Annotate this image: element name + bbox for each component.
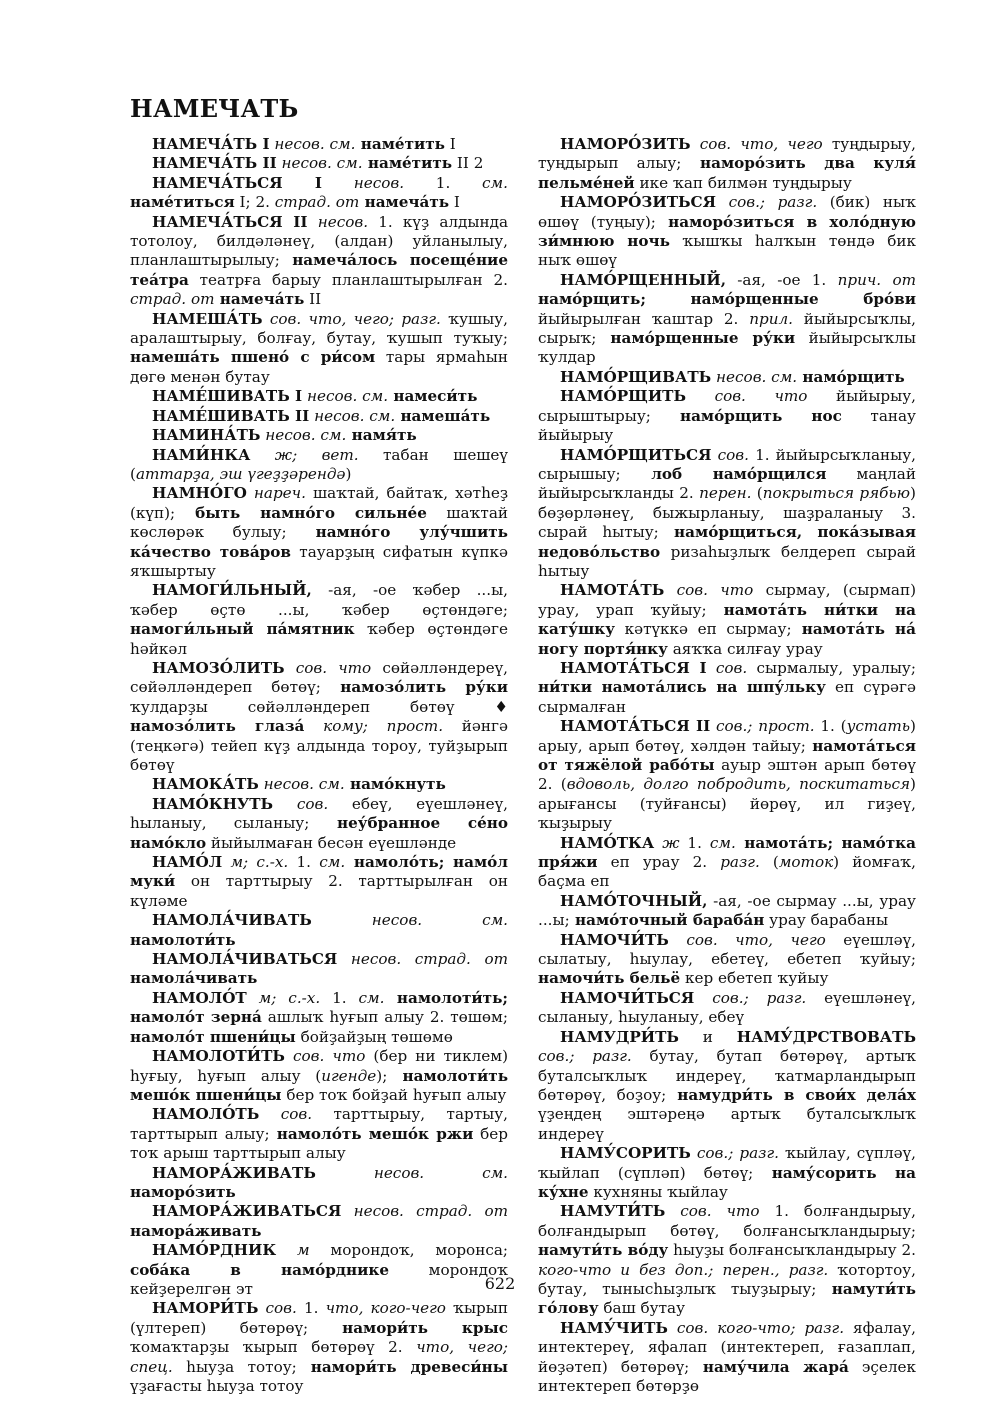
dictionary-entry — [130, 426, 508, 445]
grammar-label: см. — [310, 853, 346, 872]
example: намеча́лось посеще́ние теа́тра — [130, 251, 508, 289]
dictionary-entry — [538, 446, 916, 582]
definition-text: ризаһыҙлыҡ белдереп сырай һытыу — [538, 542, 916, 580]
definition-text: йыйырсыҡлы, сырыҡ; — [538, 309, 916, 348]
grammar-label: несов. см. — [276, 154, 363, 173]
definition-text: үҙеңдең эштәреңә артыҡ буталсыҡлыҡ индереү — [538, 1105, 916, 1143]
dictionary-entry — [130, 950, 508, 989]
grammar-label: несов. см. — [711, 367, 798, 386]
example: намеча́ть — [359, 193, 450, 212]
headword: НАМОТА́ТЬ — [560, 581, 665, 600]
example: намозо́лить глаза́ — [130, 717, 305, 736]
definition-text: кәтүккә еп сырмау; — [614, 620, 792, 639]
grammar-label: сов. что, чего; разг. — [262, 309, 441, 328]
example: намота́ть ни́тки на кату́шку — [538, 600, 916, 639]
example: намори́ть крыс — [308, 1318, 508, 1337]
grammar-label: перен. — [693, 484, 752, 503]
definition-text: ) — [345, 464, 352, 483]
grammar-label: несов. см. — [269, 135, 356, 153]
grammar-label: страд. от — [130, 290, 215, 309]
definition-text: йыйырыу, сырыштырыу; — [538, 387, 917, 425]
grammar-label: игенде — [321, 1066, 377, 1085]
example: намота́ться от тяжёлой рабо́ты — [538, 736, 916, 774]
headword: НАМУ́ДРСТВОВАТЬ — [736, 1027, 916, 1046]
definition-text: ) арыу, арып бөтөү, хәлдән тайыу; — [538, 717, 916, 755]
example: наму́сорить на ку́хне — [538, 1163, 916, 1201]
definition-text: ) йомғаҡ, баҫма еп — [538, 853, 916, 891]
example: наморо́зиться в холо́дную зи́мнюю ночь — [538, 212, 916, 251]
headword: НАМЕ́ШИВАТЬ II — [152, 406, 310, 425]
definition-text: тарттырыу, тартыу, тарттырып алыу; — [130, 1105, 508, 1143]
definition-text: кер ебетеп ҡуйыу — [680, 969, 829, 988]
definition-text: тары ярмаһын дөгө менән бутау — [130, 348, 508, 386]
definition-text: 1. күҙ алдында тотолоу, билдәләнеү, (алдан) уйланылыу, планлаштырылыу; — [130, 212, 509, 270]
example: намеша́ть — [395, 406, 491, 425]
dictionary-entry — [538, 1028, 916, 1144]
definition-text: маңлай йыйырсыҡланды 2. — [538, 464, 916, 503]
definition-text: -ая, -ое сырмау ...ы, урау ...ы; — [538, 891, 916, 930]
headword: НАМИНА́ТЬ — [152, 426, 261, 445]
example: наме́титься — [130, 193, 235, 212]
definition-text: ауыр эштән арып бөтөү 2. ( — [538, 756, 917, 794]
definition-text: бер тоҡ бойҙай һуғып алыу — [281, 1085, 507, 1104]
definition-text: йыйырылған ҡаштар 2. — [538, 309, 739, 328]
grammar-label: сов.; прост. — [710, 717, 815, 736]
example: намоги́льный па́мятник — [130, 620, 355, 639]
dictionary-entry — [130, 1299, 508, 1396]
definition-text: 1. — [288, 853, 311, 872]
dictionary-entry — [538, 1144, 916, 1202]
definition-text: кухняны ҡыйлау — [588, 1182, 728, 1201]
dictionary-entry — [538, 271, 916, 368]
grammar-label: сов. кого-что; разг. — [667, 1318, 845, 1337]
headword: НАМОТА́ТЬСЯ I — [560, 658, 707, 677]
example: намоло́ть; намо́л муки́ — [130, 853, 508, 891]
grammar-label: несов. см. — [302, 387, 389, 406]
definition-text: ҡулдарҙы сөйәлләндереп бөтөү ♦ — [130, 697, 508, 716]
definition-text: еп урау 2. — [597, 853, 708, 872]
definition-text: бутау, бутап бөтөрөү, артыҡ буталсыҡлыҡ индереү, ҡатмарландырып бөтөрөү, боҙоу; — [538, 1047, 917, 1104]
definition-text: тауарҙың сифатын күпкә яҡшыртыу — [130, 542, 508, 580]
definition-text: баш бутау — [598, 1299, 686, 1318]
grammar-label: несов. см. — [315, 1163, 508, 1182]
headword: НАМОГИ́ЛЬНЫЙ, — [152, 581, 312, 600]
grammar-label: прил. — [738, 309, 793, 328]
dictionary-entry — [130, 1047, 508, 1105]
grammar-label: сов. что — [284, 658, 372, 677]
definition-text: ҡушыу, аралаштырыу, болғау, бутау, ҡушып туҡыу; — [130, 309, 508, 348]
grammar-label: страд. от — [269, 193, 360, 212]
grammar-label: сов. что — [686, 387, 808, 406]
definition-text: шаҡтай, байтаҡ, хәтһеҙ (күп); — [130, 484, 508, 522]
example: намора́живать — [130, 1221, 262, 1240]
headword: НАМОЗО́ЛИТЬ — [152, 658, 285, 677]
grammar-label: устать — [846, 717, 911, 736]
headword: НАМОРИ́ТЬ — [152, 1299, 259, 1318]
example: намозо́лить ру́ки — [320, 678, 508, 697]
headword: НАМО́КНУТЬ — [152, 794, 274, 813]
dictionary-entry — [130, 484, 508, 581]
dictionary-entry — [130, 581, 508, 659]
dictionary-entry — [538, 193, 916, 271]
headword: НАМОРО́ЗИТЬ — [560, 135, 691, 153]
definition-text: -ая, -ое 1. — [725, 270, 827, 289]
grammar-label: несов. — [307, 212, 369, 231]
definition-text: (бик) ныҡ өшөү (туңыу); — [538, 193, 916, 231]
grammar-label: сов. — [711, 445, 749, 464]
dictionary-entry — [538, 659, 916, 717]
example: намола́чивать — [130, 969, 258, 988]
headword: НАМОЛА́ЧИВАТЬ — [152, 911, 312, 930]
headword: НАМОЛО́ТЬ — [152, 1105, 260, 1124]
example: намочи́ть бельё — [538, 969, 681, 988]
example: намолоти́ть — [130, 930, 236, 949]
headword: НАМО́РДНИК — [152, 1241, 277, 1260]
headword: НАМЕЧА́ТЬСЯ I — [152, 173, 322, 192]
example: намо́рщить — [797, 367, 905, 386]
grammar-label: прич. от — [826, 270, 916, 289]
dictionary-entry — [130, 310, 508, 388]
right-column — [538, 135, 916, 1396]
definition-text: табан шешеү ( — [130, 445, 508, 483]
dictionary-entry — [538, 1319, 916, 1397]
definition-text: -ая, -ое ҡәбер ...ы, ҡәбер өҫтө ...ы, ҡәбер өҫтөндәге; — [130, 581, 508, 619]
grammar-label: м; с.-х. — [246, 988, 321, 1007]
definition-text: морондоҡ кейҙерелгән эт — [130, 1260, 508, 1298]
grammar-label: несов. см. — [258, 775, 345, 794]
definition-text: 1. ( — [814, 717, 847, 736]
headword: НАМУТИ́ТЬ — [560, 1202, 666, 1221]
example: быть намно́го сильне́е — [175, 503, 427, 522]
page-number: 622 — [484, 1274, 516, 1293]
example: намоло́ть мешо́к ржи — [269, 1124, 474, 1143]
headword: НАМО́ТОЧНЫЙ, — [560, 891, 708, 910]
definition-text: и — [678, 1027, 737, 1046]
definition-text: (бер ни тиклем) һуғыу, һуғып алыу ( — [130, 1047, 508, 1085]
headword: НАМУДРИ́ТЬ — [560, 1027, 679, 1046]
headword: НАМОТА́ТЬСЯ II — [560, 717, 711, 736]
grammar-label: кого-что и без доп.; перен., разг. — [538, 1260, 829, 1279]
example: намеча́ть — [214, 290, 305, 309]
example: намо́точный бараба́н — [569, 911, 765, 930]
headword: НАМЕ́ШИВАТЬ I — [152, 387, 303, 406]
example: намути́ть во́ду — [538, 1241, 669, 1260]
definition-text: 1. болғандырыу, болғандырып бөтөү, болғансыҡландырыу; — [538, 1202, 916, 1240]
headword: НАМИ́НКА — [152, 445, 251, 464]
grammar-label: что, чего; спец. — [130, 1338, 509, 1376]
dictionary-entry — [130, 659, 508, 775]
definition-text: йыйылмаған бесән еүешләнде — [206, 833, 457, 852]
example: соба́ка в намо́рднике — [130, 1260, 389, 1279]
headword: НАМОРА́ЖИВАТЬСЯ — [152, 1202, 342, 1221]
grammar-label: вдоволь, долго побродить, поскитаться — [566, 775, 911, 794]
grammar-label: сов.; разг. — [538, 1047, 632, 1066]
grammar-label: несов. см. — [311, 911, 508, 930]
headword: НАМО́РЩИВАТЬ — [560, 367, 712, 386]
definition-text: һыуҙы болғансыҡландырыу 2. — [668, 1241, 916, 1260]
definition-text: ҡомаҡтарҙы ҡырып бөтөрөү 2. — [130, 1338, 403, 1357]
grammar-label: что, кого-чего — [318, 1299, 446, 1318]
example: намо́рщенные ру́ки — [596, 329, 796, 348]
definition-text: II 2 — [452, 154, 484, 173]
grammar-label: сов. — [273, 794, 329, 813]
definition-text: танау йыйырыу — [538, 406, 916, 445]
grammar-label: сов.; разг. — [694, 988, 807, 1007]
definition-text: театрға барыу планлаштырылған 2. — [188, 270, 508, 289]
grammar-label: сов. что, чего — [690, 135, 823, 153]
definition-text: бер тоҡ арыш тарттырып алыу — [130, 1124, 508, 1163]
grammar-label: сов. что — [664, 581, 754, 600]
grammar-label: сов.; разг. — [690, 1144, 779, 1163]
headword: НАМНО́ГО — [152, 484, 247, 503]
example: намолоти́ть мешо́к пшени́цы — [130, 1066, 508, 1104]
definition-text: эҫелек интектереп бөтөрҙө — [538, 1357, 916, 1395]
dictionary-entry — [538, 717, 916, 833]
example: наму́чила жара́ — [689, 1357, 849, 1376]
definition-text: яфалау, интектереү, яфалап (интектереп, ғазаплап, йөҙәтеп) бөтөрөү; — [538, 1318, 916, 1376]
dictionary-entry — [130, 174, 508, 213]
headword: НАМО́РЩЕННЫЙ, — [560, 270, 726, 289]
grammar-label: сов. — [706, 658, 748, 677]
dictionary-entry — [130, 446, 508, 485]
example: намеша́ть пшено́ с ри́сом — [130, 348, 376, 367]
grammar-label: см. — [346, 988, 385, 1007]
headword: НАМОРО́ЗИТЬСЯ — [560, 193, 717, 212]
example: намо́кнуть — [344, 775, 446, 794]
definition-text: ҡәбер өҫтөндәге һәйкәл — [130, 620, 508, 658]
definition-text: I — [444, 135, 456, 153]
grammar-label: сов. — [259, 1105, 313, 1124]
grammar-label: сов. — [258, 1299, 297, 1318]
example: намори́ть древеси́ны — [296, 1357, 509, 1376]
running-head: НАМЕЧАТЬ — [130, 94, 299, 123]
grammar-label: несов. — [321, 173, 405, 192]
example: намути́ть го́лову — [538, 1279, 916, 1318]
headword: НАМО́Л — [152, 853, 223, 872]
dictionary-entry — [538, 1202, 916, 1318]
definition-text: I; 2. — [234, 193, 270, 212]
example: намоло́т пшени́цы — [130, 1027, 296, 1046]
dictionary-entry — [538, 581, 916, 659]
example: наме́тить — [362, 154, 453, 173]
example: наме́тить — [355, 135, 445, 153]
grammar-label: нареч. — [246, 484, 306, 503]
dictionary-entry — [130, 1105, 508, 1163]
example: наморо́зить — [130, 1182, 236, 1201]
definition-text: ебеү, еүешләнеү, һыланыу, сыланыу; — [130, 794, 508, 833]
grammar-label: разг. — [707, 853, 760, 872]
headword: НАМОЛО́Т — [152, 988, 247, 1007]
definition-text: он тарттырыу 2. тарттырылған он күләме — [130, 872, 508, 910]
grammar-label: несов. см. — [260, 426, 347, 445]
headword: НАМО́РЩИТЬСЯ — [560, 445, 712, 464]
grammar-label: моток — [778, 853, 834, 872]
definition-text: сөйәлләндереү, сөйәлләндереп бөтөү; — [130, 658, 509, 697]
grammar-label: см. — [701, 833, 736, 852]
definition-text: һыуҙа тотоу; — [172, 1357, 297, 1376]
dictionary-entry — [130, 213, 508, 310]
dictionary-entry — [538, 834, 916, 892]
definition-text: йәнгә (теңкәгә) тейеп күҙ алдында тороу, туйҙырып бөтөү — [130, 717, 508, 774]
definition-text: I — [449, 193, 460, 212]
grammar-label: несов. страд. от — [341, 1202, 508, 1221]
grammar-label: ж; вет. — [250, 445, 359, 464]
definition-text: еп сүрәгә сырмалған — [538, 678, 916, 716]
grammar-label: ж — [654, 833, 680, 852]
definition-text: сырмалыу, уралыу; — [747, 658, 916, 677]
definition-text: ) арығансы (туйғансы) йөрөү, ил гиҙеү, ҡыҙырыу — [538, 775, 916, 833]
definition-text: сырмау, (сырмап) урау, урап ҡуйыу; — [538, 581, 917, 619]
grammar-label: сов. что, чего — [668, 930, 826, 949]
definition-text: ашлыҡ һуғып алыу 2. төшөм; — [261, 1008, 508, 1027]
dictionary-entry — [538, 989, 916, 1028]
dictionary-entry — [130, 795, 508, 853]
grammar-label: см. — [450, 173, 508, 192]
definition-text: II — [304, 290, 322, 309]
headword: НАМОЧИ́ТЬСЯ — [560, 988, 695, 1007]
grammar-label: сов. что — [284, 1047, 366, 1066]
grammar-label: сов. что — [665, 1202, 760, 1221]
grammar-label: аттарҙа, эш үгеҙҙәрендә — [135, 464, 346, 483]
definition-text: ( — [751, 484, 763, 503]
dictionary-entry — [130, 853, 508, 911]
definition-text: ҡотортоу, бутау, тыныcһыҙлыҡ тыуҙырыу; — [538, 1260, 916, 1298]
headword: НАМЕЧА́ТЬСЯ II — [152, 212, 308, 231]
example: наморо́зить два куля́ пельме́ней — [538, 154, 917, 192]
definition-text: ике ҡап билмән туңдырыу — [634, 173, 852, 192]
example: намо́рщить нос — [650, 406, 842, 425]
grammar-label: кому; прост. — [304, 717, 444, 736]
definition-text: аяҡҡа силғау урау — [667, 639, 823, 658]
grammar-label: м; с.-х. — [222, 853, 289, 872]
left-column — [130, 135, 508, 1396]
example: намудри́ть в свои́х дела́х — [666, 1085, 916, 1104]
grammar-label: несов. см. — [309, 406, 396, 425]
headword: НАМОКА́ТЬ — [152, 775, 259, 794]
definition-text: урау барабаны — [764, 911, 889, 930]
definition-text: шаҡтай көслөрәк булыу; — [130, 503, 508, 542]
definition-text: 1. — [404, 173, 451, 192]
example: намно́го улу́чшить ка́чество това́ров — [130, 523, 508, 561]
definition-text: 1. — [320, 988, 347, 1007]
dictionary-entry — [538, 892, 916, 931]
headword: НАМЕЧА́ТЬ I — [152, 135, 270, 153]
definition-text: йыйырсыҡлы ҡулдар — [538, 329, 917, 367]
definition-text: 1. — [296, 1299, 319, 1318]
example: намота́ть на́ ногу портя́нку — [538, 620, 916, 658]
grammar-label: покрыться рябью — [762, 484, 911, 503]
headword: НАМО́ТКА — [560, 833, 655, 852]
dictionary-entry — [130, 135, 508, 154]
dictionary-entry — [130, 1164, 508, 1203]
definition-text: ) бөҙөрләнеү, быжырланыу, шаҙраланыу 3. сырай һытыу; — [538, 484, 916, 542]
headword: НАМОЛА́ЧИВАТЬСЯ — [152, 950, 338, 969]
definition-text: 1. — [679, 833, 702, 852]
definition-text: ҡышҡы һалҡын төндә бик ныҡ өшөү — [538, 232, 916, 270]
grammar-label: сов.; разг. — [716, 193, 818, 212]
headword: НАМОЛОТИ́ТЬ — [152, 1047, 285, 1066]
dictionary-entry — [130, 387, 508, 406]
example: ни́тки намота́лись на шпу́льку — [538, 678, 826, 697]
dictionary-entry — [538, 931, 916, 989]
dictionary-entry — [538, 135, 916, 193]
example: неу́бранное се́но намо́кло — [130, 814, 508, 852]
headword: НАМОРА́ЖИВАТЬ — [152, 1163, 316, 1182]
definition-text: үҙағасты һыуҙа тотоу — [130, 1377, 304, 1395]
example: намя́ть — [346, 426, 417, 445]
example: лоб намо́рщился — [620, 464, 827, 483]
headword: НАМЕЧА́ТЬ II — [152, 154, 277, 173]
definition-text: туңдырыу, туңдырып алыу; — [538, 135, 916, 173]
definition-text: ҡырып (үлтереп) бөтөрөү; — [130, 1299, 508, 1337]
headword: НАМО́РЩИТЬ — [560, 387, 687, 406]
dictionary-entry — [130, 911, 508, 950]
definition-text: бойҙайҙың төшөмө — [295, 1027, 453, 1046]
grammar-label: м — [276, 1241, 310, 1260]
definition-text: еүешләү, сылатыу, һыулау, ебетеү, ебетеп ҡуйыу; — [538, 930, 917, 969]
definition-text: ); — [376, 1066, 388, 1085]
dictionary-entry — [130, 407, 508, 426]
example: намота́ть; намо́тка пря́жи — [538, 833, 916, 872]
dictionary-entry — [538, 368, 916, 387]
example: намо́рщиться, пока́зывая недово́льство — [538, 523, 917, 561]
definition-text: еүешләнеү, сыланыу, һыуланыу, ебеү — [538, 988, 916, 1027]
headword: НАМОЧИ́ТЬ — [560, 930, 669, 949]
headword: НАМЕША́ТЬ — [152, 309, 263, 328]
definition-text: ( — [759, 853, 779, 872]
dictionary-entry — [130, 775, 508, 794]
definition-text: 1. йыйырсыҡланыу, сырышыу; — [538, 445, 916, 483]
dictionary-entry — [130, 1202, 508, 1241]
example: намо́рщить; намо́рщенные бро́ви — [538, 290, 916, 309]
example: намеси́ть — [388, 387, 478, 406]
dictionary-entry — [538, 387, 916, 445]
headword: НАМУ́СОРИТЬ — [560, 1144, 691, 1163]
grammar-label: несов. страд. от — [337, 950, 508, 969]
headword: НАМУ́ЧИТЬ — [560, 1318, 668, 1337]
definition-text: морондоҡ, моронса; — [309, 1241, 508, 1260]
dictionary-entry — [130, 154, 508, 173]
definition-text: ҡыйлау, сүпләү, ҡыйлап (сүпләп) бөтөү; — [538, 1144, 916, 1182]
example: намолоти́ть; намоло́т зерна́ — [130, 988, 508, 1027]
dictionary-entry — [130, 989, 508, 1047]
